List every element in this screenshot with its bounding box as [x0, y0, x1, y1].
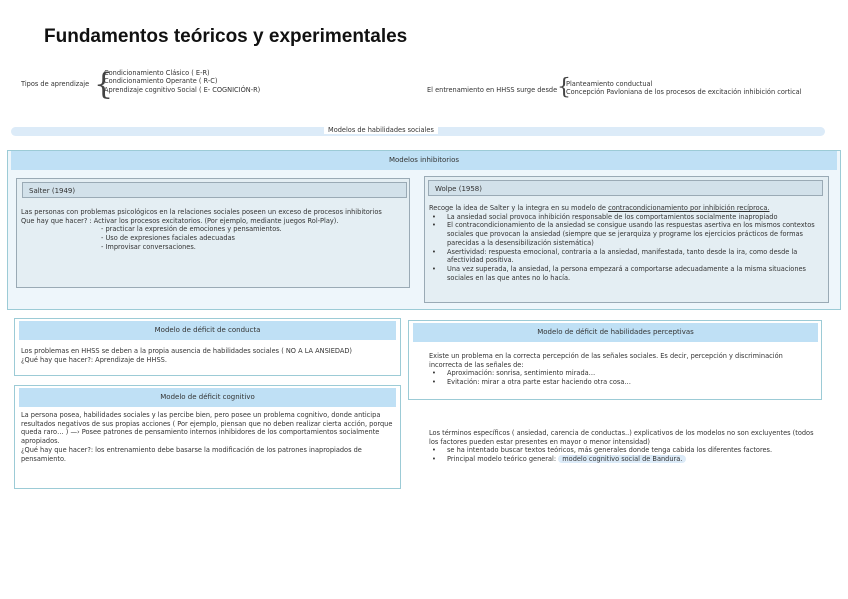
deficit-perceptivas-title: Modelo de déficit de habilidades perceptivas: [413, 323, 818, 342]
salter-body: [21, 208, 407, 252]
entrenamiento-label: El entrenamiento en HHSS surge desde: [427, 86, 558, 94]
list-item: Planteamiento conductual: [566, 80, 653, 88]
wolpe-model-underlined: contracondicionamiento por inhibición recíproca.: [608, 204, 770, 212]
list-item: • Una vez superada, la ansiedad, la persona empezará a comportarse adecuadamente a la misma situaciones sociales en las que antes no lo hacía.: [429, 265, 824, 282]
salter-text: Que hay que hacer? : Activar los procesos excitatorios. (Por ejemplo, mediante juegos Rol-Play).: [21, 216, 339, 225]
deficit-cognitivo-title: Modelo de déficit cognitivo: [19, 388, 396, 407]
list-item: Condicionamiento Clásico ( E-R): [104, 69, 210, 77]
deficit-perceptivas-intro: Existe un problema en la correcta percepción de las señales sociales. Es decir, percepción y discriminación incorrecta de las señales de:: [429, 352, 783, 369]
entrenamiento-list: [566, 80, 802, 97]
salter-title: Salter (1949): [22, 182, 407, 198]
list-item: - practicar la expresión de emociones y pensamientos.: [101, 225, 282, 234]
list-item: - Improvisar conversaciones.: [101, 242, 196, 251]
list-item: Condicionamiento Operante ( R-C): [104, 77, 218, 86]
wolpe-title: Wolpe (1958): [428, 180, 823, 196]
brace-icon: {: [557, 75, 571, 100]
inhibitorios-title: Modelos inhibitorios: [11, 151, 837, 170]
list-item: • se ha intentado buscar textos teóricos, más generales donde tenga cabida los diferentes factores.: [429, 446, 824, 455]
deficit-cognitivo-text: La persona posea, habilidades sociales y las percibe bien, pero posee un problema cognitivo, donde anticipa resultados negativos de sus propias acciones ( Por ejemplo, piensan que no deben realizar cierta acción, porque queda raro… ) —› Posee patrones de pensamiento internos inhibidores de los comportamientos socialmente apropiados.: [21, 411, 393, 446]
conclusion-body: [429, 429, 824, 464]
aprendizaje-label: Tipos de aprendizaje: [21, 80, 90, 88]
deficit-perceptivas-body: [429, 352, 809, 387]
bandura-highlight: modelo cognitivo social de Bandura.: [558, 455, 686, 463]
conclusion-intro: Los términos específicos ( ansiedad, carencia de conductas..) explicativos de los modelos no son excluyentes (todos los factores pueden estar presentes en mayor o menor intensidad): [429, 429, 814, 446]
list-item: • Aproximación: sonrisa, sentimiento mirada…: [429, 369, 809, 378]
deficit-conducta-body: [21, 347, 396, 364]
deficit-cognitivo-body: [21, 411, 396, 463]
list-item: • Principal modelo teórico general: modelo cognitivo social de Bandura.: [429, 455, 824, 464]
list-item: - Uso de expresiones faciales adecuadas: [101, 234, 235, 243]
list-item: • Asertividad: respuesta emocional, contraria a la ansiedad, manifestada, tanto desde la ira, como desde la afectividad positiva.: [429, 248, 824, 265]
deficit-conducta-text: Los problemas en HHSS se deben a la propia ausencia de habilidades sociales ( NO A LA ANSIEDAD): [21, 347, 352, 355]
page-title: Fundamentos teóricos y experimentales: [44, 26, 408, 47]
brace-icon: {: [94, 67, 114, 102]
list-item: • El contracondicionamiento de la ansiedad se consigue usando las respuestas asertiva en los mismos contextos sociales que provocan la ansiedad (siempre que se jerarquiza y programe los ejercicios prácticos de formas parecidas a la desensibilización sistemática): [429, 221, 824, 247]
aprendizaje-list: [104, 69, 260, 94]
deficit-conducta-title: Modelo de déficit de conducta: [19, 321, 396, 340]
deficit-cognitivo-text: ¿Qué hay que hacer?: los entrenamiento debe basarse la modificación de los patrones inapropiados de pensamiento.: [21, 445, 362, 463]
list-item: • La ansiedad social provoca inhibición responsable de los comportamientos socialmente inapropiado: [429, 213, 824, 222]
list-item: Aprendizaje cognitivo Social ( E- COGNICIÓN-R): [104, 85, 261, 94]
deficit-conducta-text: ¿Qué hay que hacer?: Aprendizaje de HHSS.: [21, 355, 167, 364]
list-item: Concepción Pavloniana de los procesos de excitación inhibición cortical: [566, 88, 802, 97]
modelos-title: Modelos de habilidades sociales: [324, 126, 438, 134]
wolpe-body: [429, 204, 824, 282]
salter-text: Las personas con problemas psicológicos en la relaciones sociales poseen un exceso de procesos inhibitorios: [21, 208, 382, 216]
wolpe-intro: Recoge la idea de Salter y la integra en su modelo de contracondicionamiento por inhibición recíproca.: [429, 204, 770, 212]
list-item: • Evitación: mirar a otra parte estar haciendo otra cosa…: [429, 378, 809, 387]
